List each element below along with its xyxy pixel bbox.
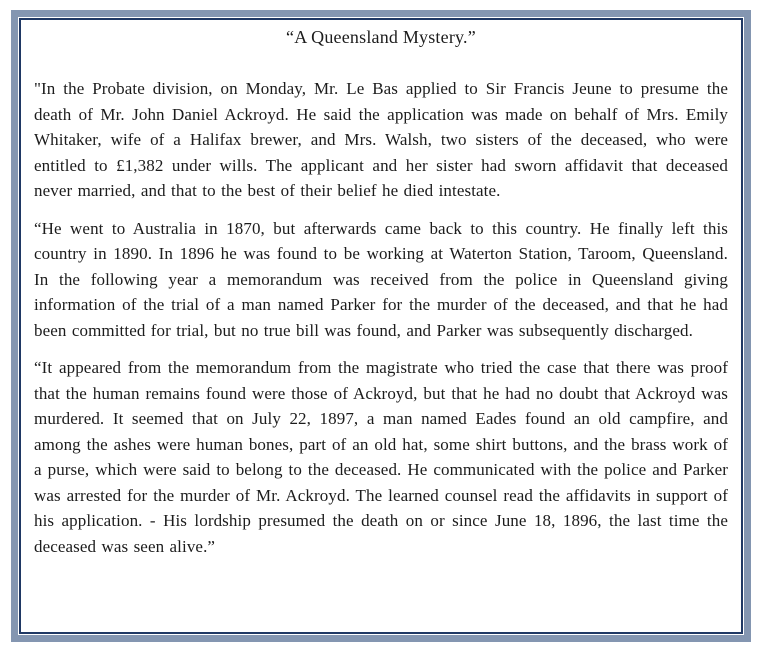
document-frame-inner — [19, 18, 743, 634]
document-frame-outer — [11, 10, 751, 642]
paragraph-australia-history: “He went to Australia in 1870, but afterwards came back to this country. He finally left this country in 1890. In 1896 he was found to be working at Waterton Station, Taroom, Queensland. In the following year a memorandum was received from the police in Queensland giving information of the trial of a man named Parker for the murder of the deceased, and that he had been committed for trial, but no true bill was found, and Parker was subsequently discharged. — [34, 218, 728, 340]
paragraph-magistrate-memorandum: “It appeared from the memorandum from the magistrate who tried the case that there was proof that the human remains found were those of Ackroyd, but that he had no doubt that Ackroyd was murdered. It seemed that on July 22, 1897, a man named Eades found an old campfire, and among the ashes were human bones, part of an old hat, some shirt buttons, and the brass work of a purse, which were said to belong to the deceased. He communicated with the police and Parker was arrested for the murder of Mr. Ackroyd. The learned counsel read the affidavits in support of his application. - His lordship presumed the death on or since June 18, 1896, the last time the deceased was seen alive.” — [34, 358, 728, 556]
paragraph-probate-application: "In the Probate division, on Monday, Mr. Le Bas applied to Sir Francis Jeune to presume the death of Mr. John Daniel Ackroyd. He said the application was made on behalf of Mrs. Emily Whitaker, wife of a Halifax brewer, and Mrs. Walsh, two sisters of the deceased, who were entitled to £1,382 under wills. The applicant and her sister had sworn affidavit that deceased never married, and that to the best of their belief he died intestate. — [34, 79, 728, 200]
document-title: “A Queensland Mystery.” — [286, 27, 476, 47]
